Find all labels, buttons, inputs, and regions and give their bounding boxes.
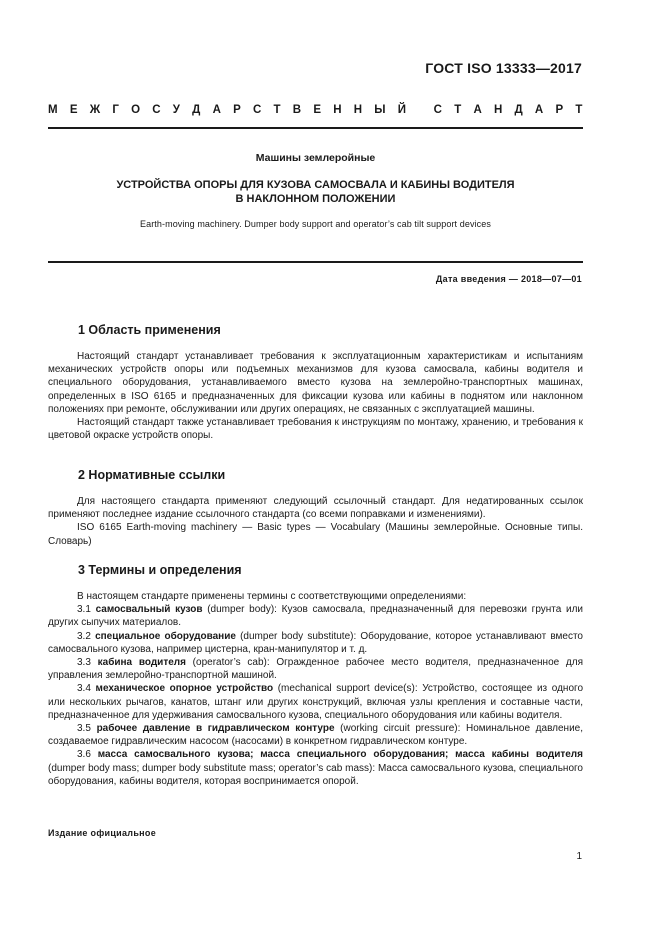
term-name: рабочее давление в гидравлическом контуре: [96, 723, 335, 735]
term-name: самосвальный кузов: [95, 604, 203, 616]
section-heading-1: 1 Область применения: [78, 323, 221, 337]
section-1-body: [48, 350, 583, 442]
title-line-2: В НАКЛОННОМ ПОЛОЖЕНИИ: [235, 193, 396, 205]
term-definition: [48, 748, 583, 788]
banner-letter: Р: [233, 104, 242, 116]
banner-letter: Д: [514, 104, 524, 116]
page-number: 1: [576, 851, 582, 862]
term-text: (dumper body mass; dumper body substitute mass; operator’s cab mass): Масса самосвального кузова, специального оборудования, кабины водителя, которая воспринимается опорой.: [48, 762, 583, 787]
banner-letter: Т: [575, 104, 583, 116]
title-line-1: УСТРОЙСТВА ОПОРЫ ДЛЯ КУЗОВА САМОСВАЛА И КАБИНЫ ВОДИТЕЛЯ: [116, 179, 515, 191]
document-title: [48, 178, 583, 206]
official-edition-label: Издание официальное: [48, 828, 157, 838]
introduction-date: Дата введения — 2018—07—01: [435, 274, 582, 284]
header-rule: [48, 127, 583, 129]
banner-letter: Н: [333, 104, 343, 116]
banner-letter: О: [131, 104, 141, 116]
banner-letter: Е: [313, 104, 322, 116]
banner-letter: Т: [273, 104, 282, 116]
banner-letter: Н: [493, 104, 503, 116]
banner-letter: А: [534, 104, 544, 116]
term-definition: [48, 682, 583, 722]
section-2-body: [48, 495, 583, 548]
term-name: масса самосвального кузова; масса специального оборудования; масса кабины водителя: [97, 749, 583, 761]
banner-letter: Ы: [374, 104, 387, 116]
subject-line: Машины землеройные: [255, 152, 376, 164]
term-text: (dumper body substitute): Оборудование, которое устанавливают вместо самосвального кузова, например цистерна, кран-манипулятор и т. д.: [48, 630, 583, 655]
banner-letter: С: [152, 104, 162, 116]
paragraph: ISO 6165 Earth-moving machinery — Basic types — Vocabulary (Машины землеройные. Основные типы. Словарь): [48, 522, 583, 547]
term-definition: [48, 630, 583, 656]
banner-letter: Ж: [89, 104, 101, 116]
term-text: (working circuit pressure): Номинальное давление, создаваемое гидравлическим насосом (насосами) в конкретном гидравлическом контуре.: [48, 723, 584, 748]
banner-letter: С: [433, 104, 443, 116]
section-3-body: [48, 590, 583, 788]
paragraph: В настоящем стандарте применены термины с соответствующими определениями:: [77, 591, 467, 602]
english-title: Earth-moving machinery. Dumper body support and operator’s cab tilt support devices: [140, 219, 491, 229]
term-definition: [48, 722, 583, 748]
term-name: механическое опорное устройство: [95, 683, 274, 695]
banner-letter: А: [473, 104, 483, 116]
banner-letter: [418, 104, 422, 116]
banner-letter: Н: [353, 104, 363, 116]
title-rule: [48, 261, 583, 263]
banner-letter: У: [172, 104, 181, 116]
section-heading-3: 3 Термины и определения: [78, 563, 242, 577]
term-text: (dumper body): Кузов самосвала, предназначенный для перевозки грунта или других сыпучих материалов.: [48, 604, 584, 629]
term-number: 3.1: [77, 604, 91, 616]
standard-code: ГОСТ ISO 13333—2017: [425, 60, 582, 76]
interstate-standard-banner: [48, 104, 583, 116]
banner-letter: Г: [112, 104, 120, 116]
term-definition: [48, 603, 583, 629]
banner-letter: В: [292, 104, 302, 116]
term-number: 3.6: [77, 749, 91, 761]
banner-letter: С: [253, 104, 262, 116]
term-name: кабина водителя: [97, 657, 186, 669]
paragraph: Настоящий стандарт также устанавливает требования к инструкциям по монтажу, хранению, и требования к цветовой окраске устройств опоры.: [48, 417, 583, 442]
banner-letter: Т: [454, 104, 462, 116]
paragraph: Настоящий стандарт устанавливает требования к эксплуатационным характеристикам и испытаниям механических устройств опоры или подъемных механизмов для кузова самосвала, кабины водителя и специального оборудования, устанавливаемого вместо кузова на землеройно-транспортных машинах, определенных в ISO 6165 и предназначенных для фиксации кузова или кабины в поднятом или наклонном положениях при ремонте, обслуживании или других операциях, не связанных с эксплуатацией машины.: [48, 351, 583, 415]
section-heading-2: 2 Нормативные ссылки: [78, 468, 226, 482]
term-number: 3.4: [77, 683, 91, 695]
banner-letter: Е: [69, 104, 78, 116]
term-text: (operator’s cab): Огражденное рабочее место водителя, предназначенное для управления землеройно-транспортной машиной.: [48, 657, 583, 682]
banner-letter: А: [212, 104, 222, 116]
term-text: (mechanical support device(s): Устройство, состоящее из одного или нескольких рычагов, канатов, штанг или других конструкций, включая узлы крепления и составные части, предназначенное для удерживания самосвального кузова, специального оборудования или кабины водителя.: [48, 683, 584, 721]
banner-letter: М: [48, 104, 59, 116]
banner-letter: Р: [555, 104, 564, 116]
term-definition: [48, 656, 583, 682]
term-number: 3.3: [77, 657, 91, 669]
banner-letter: Д: [192, 104, 201, 116]
term-name: специальное оборудование: [95, 630, 236, 642]
term-number: 3.2: [77, 630, 91, 642]
paragraph: Для настоящего стандарта применяют следующий ссылочный стандарт. Для недатированных ссылок применяют последнее издание ссылочного стандарта (со всеми поправками и изменениями).: [48, 496, 583, 521]
banner-letter: Й: [397, 104, 407, 116]
term-number: 3.5: [77, 723, 91, 735]
